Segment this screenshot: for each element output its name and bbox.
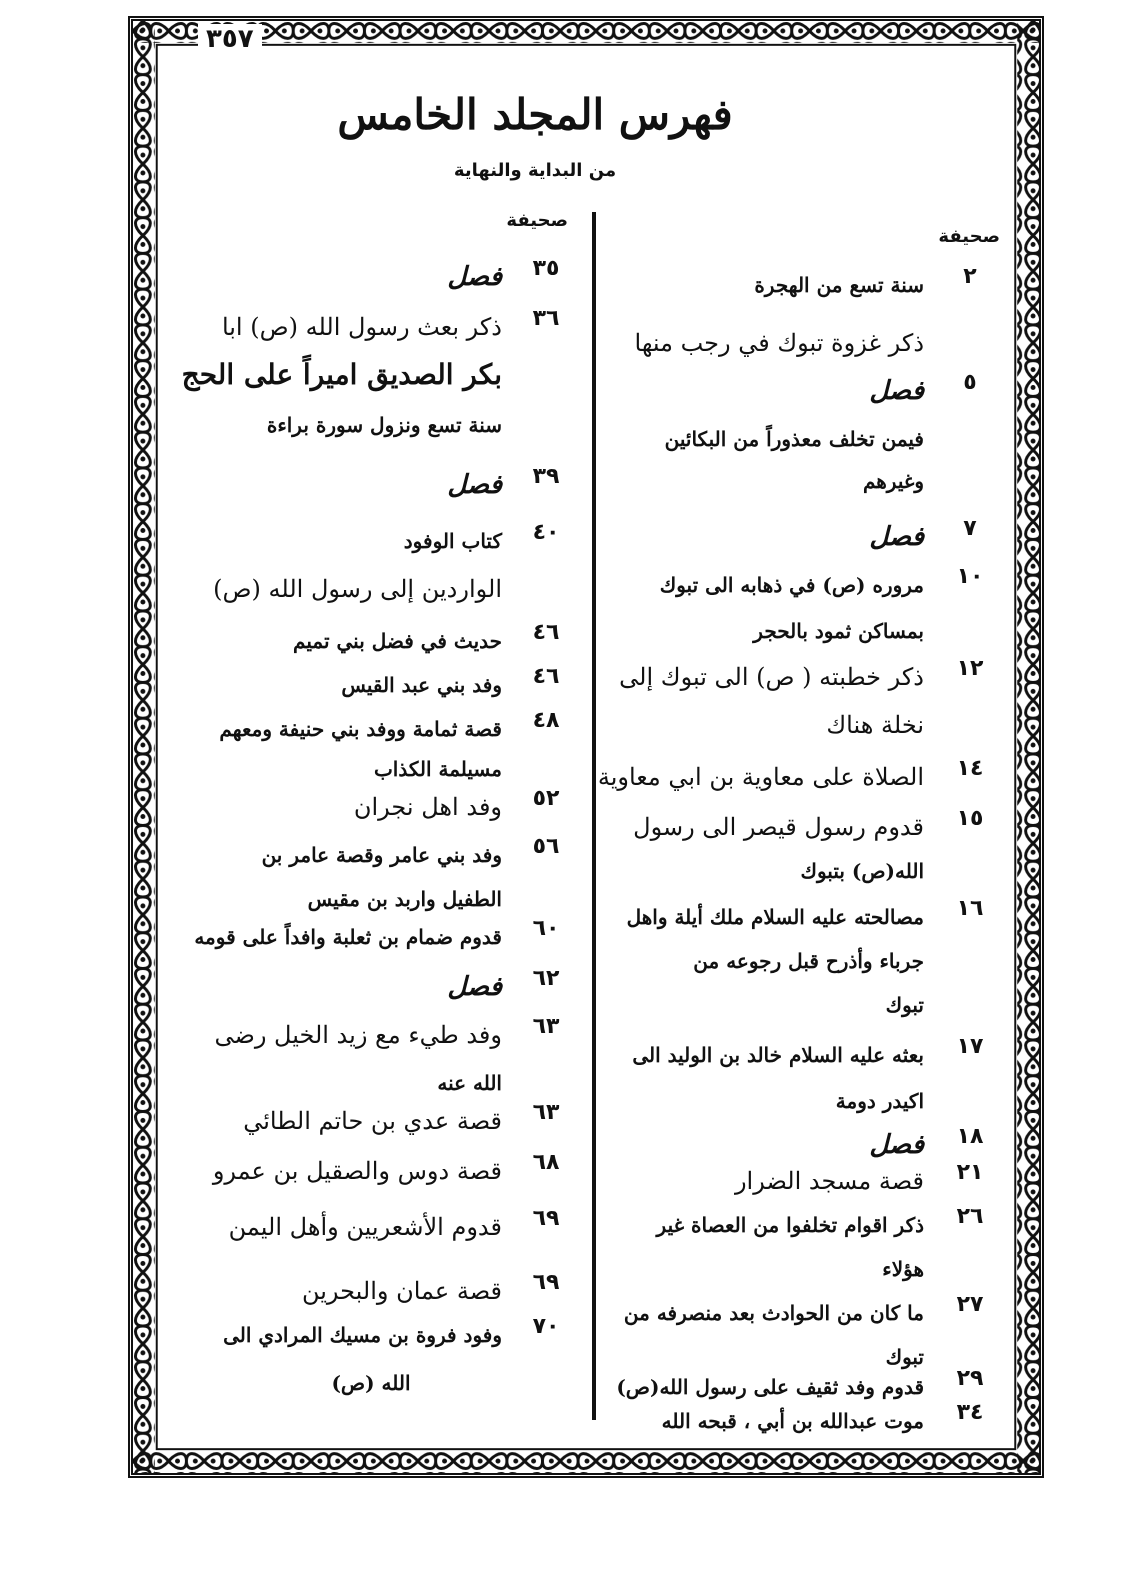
entry-text: فصل xyxy=(869,376,924,406)
entry-page: ٦٩ xyxy=(532,1270,560,1295)
entry-page: ٢٧ xyxy=(956,1292,984,1317)
entry-page: ١٧ xyxy=(956,1034,984,1059)
entry-text: قدوم ضمام بن ثعلبة وافداً على قومه xyxy=(194,925,502,949)
entry-text: مصالحته عليه السلام ملك أيلة واهل xyxy=(626,905,924,929)
entry-page: ٤٦ xyxy=(532,664,560,689)
entry-text: جرباء وأذرح قبل رجوعه من xyxy=(693,949,924,973)
entry-text: فصل xyxy=(447,470,502,500)
entry-page: ١٢ xyxy=(956,656,984,681)
entry-page: ٦٣ xyxy=(532,1100,560,1125)
page-title: فهرس المجلد الخامس xyxy=(337,90,733,139)
entry-text: وفد طيء مع زيد الخيل رضى xyxy=(214,1021,502,1049)
entry-page: ٤٨ xyxy=(532,708,560,733)
entry-text: ذكر بعث رسول الله (ص) ابا xyxy=(221,313,502,341)
entry-page: ٢ xyxy=(963,264,977,289)
entry-text: وفد بني عامر وقصة عامر بن xyxy=(261,843,502,867)
entry-page: ١٠ xyxy=(956,564,984,589)
entry-text: مسيلمة الكذاب xyxy=(373,757,502,781)
entry-page: ٦٢ xyxy=(532,966,560,991)
entry-page: ١٦ xyxy=(956,896,984,921)
column-header: صحيفة xyxy=(506,210,568,231)
entry-page: ٥ xyxy=(963,370,977,395)
entry-page: ١٤ xyxy=(956,756,984,781)
entry-page: ٤٠ xyxy=(532,520,560,545)
entry-text: ذكر غزوة تبوك في رجب منها xyxy=(634,329,924,357)
page-subtitle: من البداية والنهاية xyxy=(453,160,617,181)
entry-text: هؤلاء xyxy=(882,1257,924,1281)
entry-text: وفود فروة بن مسيك المرادي الى xyxy=(223,1323,502,1347)
entry-page: ٥٦ xyxy=(532,834,560,859)
entry-text: قدوم رسول قيصر الى رسول xyxy=(633,813,924,841)
entry-text: مروره (ص) في ذهابه الى تبوك xyxy=(659,573,924,597)
entry-text: وفد بني عبد القيس xyxy=(341,673,502,697)
entry-text: الله (ص) xyxy=(331,1371,411,1395)
entry-page: ٢٩ xyxy=(956,1366,984,1391)
entry-text: فصل xyxy=(447,972,502,1002)
entry-page: ١٨ xyxy=(956,1124,984,1149)
entry-page: ٣٥ xyxy=(532,256,560,281)
page-number: ٣٥٧ xyxy=(198,24,262,54)
entry-text: فصل xyxy=(447,262,502,292)
entry-text: فصل xyxy=(869,1130,924,1160)
entry-text: كتاب الوفود xyxy=(403,529,502,553)
entry-text: ذكر خطبته ( ص) الى تبوك إلى xyxy=(619,663,924,691)
entry-text: بمساكن ثمود بالحجر xyxy=(753,619,924,643)
entry-text: موت عبدالله بن أبي ، قبحه الله xyxy=(661,1409,924,1433)
entry-text: قدوم الأشعريين وأهل اليمن xyxy=(228,1213,502,1241)
entry-text: تبوك xyxy=(885,993,924,1017)
entry-text: الله(ص) بتبوك xyxy=(800,859,924,883)
entry-text: قصة دوس والصقيل بن عمرو xyxy=(212,1157,502,1185)
entry-page: ٦٨ xyxy=(532,1150,560,1175)
entry-page: ٣٩ xyxy=(532,464,560,489)
entry-page: ٦٩ xyxy=(532,1206,560,1231)
entry-text: قصة عدي بن حاتم الطائي xyxy=(243,1107,502,1135)
entry-page: ١٥ xyxy=(956,806,984,831)
entry-text: قصة مسجد الضرار xyxy=(734,1167,924,1195)
entry-text: الله عنه xyxy=(437,1071,502,1095)
entry-text: الواردين إلى رسول الله (ص) xyxy=(213,575,502,603)
entry-text: قصة ثمامة ووفد بني حنيفة ومعهم xyxy=(219,717,502,741)
entry-page: ٧ xyxy=(963,516,977,541)
entry-text: قصة عمان والبحرين xyxy=(301,1277,502,1305)
entry-text: ما كان من الحوادث بعد منصرفه من xyxy=(623,1301,924,1325)
entry-page: ٢٦ xyxy=(956,1204,984,1229)
entry-page: ٤٦ xyxy=(532,620,560,645)
entry-text: نخلة هناك xyxy=(826,711,924,739)
entry-text: قدوم وفد ثقيف على رسول الله(ص) xyxy=(616,1375,924,1399)
entry-page: ٣٤ xyxy=(956,1400,984,1425)
entry-page: ٦٠ xyxy=(532,916,560,941)
entry-text: سنة تسع ونزول سورة براءة xyxy=(266,413,502,437)
entry-text: وغيرهم xyxy=(862,469,924,493)
entry-text: الطفيل واربد بن مقيس xyxy=(307,887,502,911)
column-header: صحيفة xyxy=(938,226,1000,247)
entry-text: بكر الصديق اميراً على الحج xyxy=(181,358,502,391)
entry-text: اكيدر دومة xyxy=(835,1089,924,1113)
entry-text: ذكر اقوام تخلفوا من العصاة غير xyxy=(656,1213,924,1237)
entry-page: ٧٠ xyxy=(532,1314,560,1339)
entry-text: بعثه عليه السلام خالد بن الوليد الى xyxy=(632,1043,924,1067)
entry-text: حديث في فضل بني تميم xyxy=(293,629,502,653)
entry-page: ٣٦ xyxy=(532,306,560,331)
entry-text: فصل xyxy=(869,522,924,552)
entry-page: ٦٣ xyxy=(532,1014,560,1039)
entry-text: سنة تسع من الهجرة xyxy=(754,273,924,297)
entry-text: فيمن تخلف معذوراً من البكائين xyxy=(664,427,924,451)
entry-text: تبوك xyxy=(885,1345,924,1369)
entry-text: الصلاة على معاوية بن ابي معاوية xyxy=(597,763,924,791)
entry-page: ٢١ xyxy=(956,1160,984,1185)
entry-text: وفد اهل نجران xyxy=(353,793,502,821)
entry-page: ٥٢ xyxy=(532,786,560,811)
